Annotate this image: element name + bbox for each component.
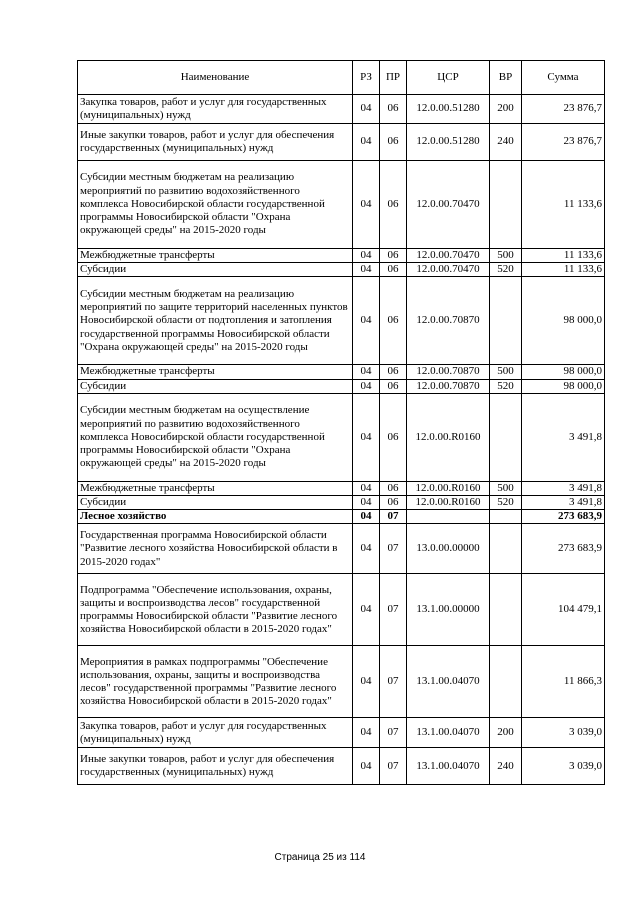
cell-pr: 07 [380,718,407,748]
header-sum: Сумма [522,61,605,95]
cell-pr: 06 [380,481,407,495]
cell-csr: 12.0.00.70870 [407,379,490,393]
cell-rz: 04 [353,393,380,481]
cell-rz: 04 [353,95,380,124]
cell-pr: 07 [380,574,407,646]
cell-vr: 240 [490,748,522,785]
table-row [78,365,605,379]
cell-rz: 04 [353,365,380,379]
cell-sum: 104 479,1 [522,574,605,646]
header-csr: ЦСР [407,61,490,95]
table-row [78,161,605,249]
cell-csr: 13.1.00.04070 [407,718,490,748]
cell-name: Межбюджетные трансферты [78,249,353,263]
page-number: Страница 25 из 114 [274,852,366,863]
cell-rz: 04 [353,646,380,718]
cell-csr: 12.0.00.70470 [407,161,490,249]
cell-rz: 04 [353,481,380,495]
cell-name: Межбюджетные трансферты [78,481,353,495]
cell-name: Лесное хозяйство [78,510,353,524]
cell-pr: 07 [380,510,407,524]
cell-pr: 06 [380,365,407,379]
header-name: Наименование [78,61,353,95]
cell-vr [490,646,522,718]
cell-name: Государственная программа Новосибирской области "Развитие лесного хозяйства Новосибирской области в 2015-2020 годах" [78,524,353,574]
cell-pr: 06 [380,249,407,263]
cell-csr: 12.0.00.70870 [407,277,490,365]
cell-vr: 500 [490,249,522,263]
cell-csr: 12.0.00.R0160 [407,496,490,510]
table-row [78,95,605,124]
table-row [78,574,605,646]
cell-pr: 06 [380,277,407,365]
cell-csr: 13.1.00.04070 [407,748,490,785]
cell-name: Мероприятия в рамках подпрограммы "Обеспечение использования, охраны, защиты и воспроизводства лесов" государственной программы "Развитие лесного хозяйства Новосибирской области в 2015-2020 годах" [78,646,353,718]
table-row [78,263,605,277]
cell-vr: 240 [490,124,522,161]
cell-rz: 04 [353,524,380,574]
cell-vr: 500 [490,481,522,495]
cell-csr: 13.1.00.04070 [407,646,490,718]
cell-rz: 04 [353,379,380,393]
table-header [78,61,605,95]
cell-pr: 06 [380,379,407,393]
cell-csr: 12.0.00.R0160 [407,481,490,495]
cell-vr: 520 [490,263,522,277]
cell-name: Межбюджетные трансферты [78,365,353,379]
cell-vr [490,277,522,365]
table-row [78,124,605,161]
table-row [78,379,605,393]
cell-name: Иные закупки товаров, работ и услуг для обеспечения государственных (муниципальных) нужд [78,124,353,161]
cell-sum: 98 000,0 [522,277,605,365]
cell-rz: 04 [353,263,380,277]
cell-rz: 04 [353,161,380,249]
cell-csr: 12.0.00.70870 [407,365,490,379]
cell-rz: 04 [353,748,380,785]
cell-csr: 13.1.00.00000 [407,574,490,646]
header-row [78,61,605,95]
cell-rz: 04 [353,496,380,510]
header-rz: РЗ [353,61,380,95]
cell-csr: 12.0.00.51280 [407,95,490,124]
cell-csr: 12.0.00.70470 [407,249,490,263]
cell-name: Закупка товаров, работ и услуг для государственных (муниципальных) нужд [78,95,353,124]
budget-table [77,60,605,785]
table-row [78,481,605,495]
cell-name: Субсидии местным бюджетам на осуществление мероприятий по развитию водохозяйственного комплекса Новосибирской области государственной программы Новосибирской области "Охрана окружающей среды" на 2015-2020 годы [78,393,353,481]
cell-vr [490,161,522,249]
cell-csr: 12.0.00.R0160 [407,393,490,481]
cell-vr: 500 [490,365,522,379]
table-row [78,393,605,481]
cell-sum: 273 683,9 [522,510,605,524]
cell-rz: 04 [353,510,380,524]
table-body [78,95,605,785]
cell-csr: 12.0.00.70470 [407,263,490,277]
table-row [78,524,605,574]
cell-vr: 200 [490,95,522,124]
cell-csr: 12.0.00.51280 [407,124,490,161]
cell-vr: 520 [490,496,522,510]
cell-sum: 98 000,0 [522,379,605,393]
cell-vr [490,574,522,646]
cell-pr: 07 [380,646,407,718]
cell-sum: 3 491,8 [522,481,605,495]
cell-rz: 04 [353,249,380,263]
table-row [78,646,605,718]
table-row [78,718,605,748]
cell-sum: 11 866,3 [522,646,605,718]
cell-pr: 06 [380,263,407,277]
cell-csr [407,510,490,524]
cell-sum: 273 683,9 [522,524,605,574]
cell-sum: 11 133,6 [522,249,605,263]
cell-name: Субсидии [78,263,353,277]
table-row [78,748,605,785]
cell-pr: 07 [380,524,407,574]
cell-vr: 200 [490,718,522,748]
cell-vr [490,393,522,481]
cell-rz: 04 [353,277,380,365]
cell-vr [490,524,522,574]
cell-pr: 06 [380,124,407,161]
cell-name: Иные закупки товаров, работ и услуг для обеспечения государственных (муниципальных) нужд [78,748,353,785]
cell-pr: 06 [380,393,407,481]
header-pr: ПР [380,61,407,95]
cell-name: Субсидии [78,496,353,510]
table-row [78,496,605,510]
cell-sum: 3 039,0 [522,748,605,785]
cell-sum: 98 000,0 [522,365,605,379]
cell-csr: 13.0.00.00000 [407,524,490,574]
cell-sum: 23 876,7 [522,124,605,161]
table-row [78,277,605,365]
cell-name: Субсидии местным бюджетам на реализацию мероприятий по развитию водохозяйственного комплекса Новосибирской области государственной программы Новосибирской области "Охрана окружающей среды" на 2015-2020 годы [78,161,353,249]
cell-pr: 06 [380,161,407,249]
cell-pr: 06 [380,95,407,124]
cell-vr: 520 [490,379,522,393]
cell-rz: 04 [353,574,380,646]
cell-sum: 11 133,6 [522,263,605,277]
table-row [78,510,605,524]
cell-rz: 04 [353,718,380,748]
cell-sum: 3 491,8 [522,496,605,510]
cell-name: Субсидии [78,379,353,393]
cell-sum: 3 039,0 [522,718,605,748]
table-row [78,249,605,263]
cell-name: Закупка товаров, работ и услуг для государственных (муниципальных) нужд [78,718,353,748]
cell-sum: 11 133,6 [522,161,605,249]
cell-sum: 23 876,7 [522,95,605,124]
cell-sum: 3 491,8 [522,393,605,481]
cell-vr [490,510,522,524]
cell-pr: 06 [380,496,407,510]
cell-rz: 04 [353,124,380,161]
header-vr: ВР [490,61,522,95]
cell-pr: 07 [380,748,407,785]
cell-name: Субсидии местным бюджетам на реализацию мероприятий по защите территорий населенных пунктов Новосибирской области от подтопления и затопления государственной программы Новосибирской области "Охрана окружающей среды" на 2015-2020 годы [78,277,353,365]
cell-name: Подпрограмма "Обеспечение использования, охраны, защиты и воспроизводства лесов" государственной программы Новосибирской области "Развитие лесного хозяйства Новосибирской области в 2015-2020 годах" [78,574,353,646]
